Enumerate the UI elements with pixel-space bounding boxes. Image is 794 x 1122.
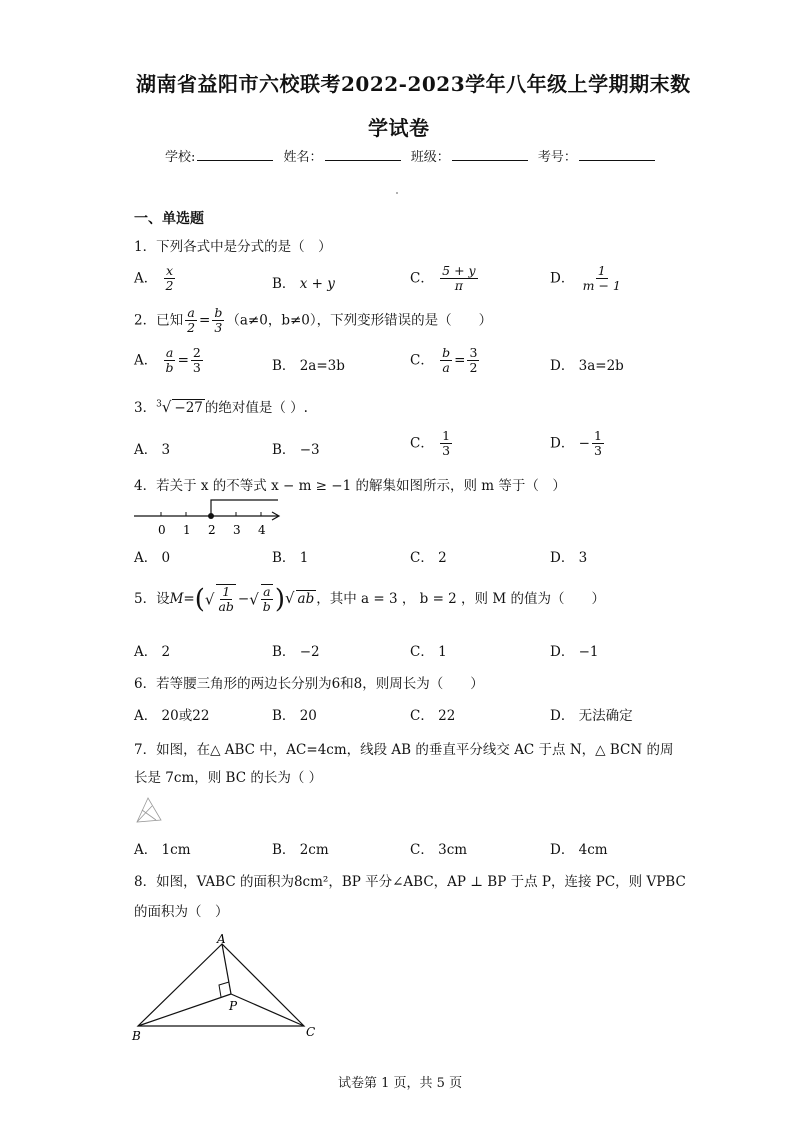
radicand: −27 — [174, 400, 203, 416]
class-label: 班级： — [410, 150, 450, 165]
fraction: $\frac{x}{2}$ — [165, 263, 174, 294]
question-8-stem-line1: 8．如图，VABC 的面积为8cm²，BP 平分∠ABC，AP ⊥ BP 于点 P，连接 PC，则 VPBC — [134, 874, 686, 890]
q5-option-c: C． 1 — [410, 644, 447, 660]
fraction: $\frac{a}{b}$ — [262, 584, 271, 615]
school-label: 学校: — [165, 150, 196, 165]
q4-option-b: B． 1 — [272, 550, 309, 566]
name-blank — [325, 147, 401, 161]
root-sign: √ — [284, 588, 295, 607]
option-text: x + y — [299, 276, 335, 292]
question-6-stem: 6．若等腰三角形的两边长分别为6和8，则周长为（ ） — [134, 676, 484, 692]
q3-option-d: D． − $\frac{1}{3}$ — [550, 428, 602, 459]
page-footer: 试卷第 1 页，共 5 页 — [338, 1076, 463, 1091]
label-a: A — [217, 932, 226, 946]
fraction: $\frac{5 + y}{\pi}$ — [442, 263, 476, 294]
student-info-row — [165, 146, 661, 165]
question-3-stem: 3．$^3$√ −27 的绝对值是（ ）. — [134, 398, 308, 416]
tick-label-2: 2 — [208, 523, 216, 537]
name-label: 姓名： — [283, 150, 323, 165]
q8-triangle-figure — [128, 930, 328, 1046]
q1-option-d — [550, 264, 625, 294]
fraction: $\frac{a}{b}$ — [165, 345, 174, 376]
exam-no-label: 考号： — [537, 150, 577, 165]
triangle-abc — [138, 944, 304, 1026]
q1-option-a — [134, 264, 178, 294]
question-4-stem: 4．若关于 x 的不等式 x − m ≥ −1 的解集如图所示，则 m 等于（ ） — [134, 478, 566, 494]
segment-bn — [137, 806, 152, 822]
q5-option-a: A． 2 — [134, 644, 171, 660]
q4-option-a: A． 0 — [134, 550, 171, 566]
label-b: B — [132, 1029, 141, 1043]
left-paren: ( — [194, 584, 205, 615]
q7-triangle-figure — [134, 796, 164, 826]
q3-option-b: B． −3 — [272, 442, 320, 458]
right-paren: ) — [274, 584, 285, 615]
q6-option-a: A． 20或22 — [134, 708, 210, 724]
label-c: C — [306, 1025, 316, 1039]
q3-option-c: C． $\frac{1}{3}$ — [410, 428, 451, 459]
q5-option-b: B． −2 — [272, 644, 320, 660]
segment-bp — [138, 994, 231, 1026]
number-line-figure — [134, 496, 284, 540]
tick-label-4: 4 — [258, 523, 266, 537]
fraction: $\frac{3}{2}$ — [469, 345, 478, 376]
fraction: $\frac{1}{ab}$ — [218, 584, 234, 615]
q5-option-d: D． −1 — [550, 644, 599, 660]
q7-option-a: A． 1cm — [134, 842, 191, 858]
question-7-stem-line2: 长是 7cm，则 BC 的长为（ ） — [134, 770, 323, 786]
q4-option-c: C． 2 — [410, 550, 447, 566]
q1-option-b — [272, 272, 335, 292]
tick-label-3: 3 — [233, 523, 241, 537]
option-label: A． — [134, 270, 158, 287]
exam-no-blank — [579, 147, 655, 161]
school-blank — [197, 147, 273, 161]
fraction: $\frac{a}{2}$ — [187, 305, 196, 336]
option-label: B． — [272, 276, 296, 292]
tick-label-1: 1 — [183, 523, 191, 537]
option-label: D． — [550, 270, 575, 287]
segment-pc — [231, 994, 304, 1026]
root-sign: √ — [204, 590, 215, 609]
root-index: 3 — [156, 399, 162, 410]
q7-option-b: B． 2cm — [272, 842, 329, 858]
fraction: $\frac{1}{3}$ — [593, 428, 602, 459]
q6-option-c: C． 22 — [410, 708, 456, 724]
question-5-stem: 5．设M=(√ $\frac{1}{ab}$ −√ $\frac{a}{b}$ )√ ab ，其中 a = 3 ， b = 2 ，则 M 的值为（ ） — [134, 584, 605, 615]
q7-option-d: D． 4cm — [550, 842, 608, 858]
fraction: $\frac{b}{3}$ — [214, 305, 223, 336]
tick-label-0: 0 — [158, 523, 166, 537]
class-blank — [452, 147, 528, 161]
exam-title-line1: 湖南省益阳市六校联考2022-2023学年八年级上学期期末数 — [136, 72, 691, 96]
question-7-stem-line1: 7．如图，在△ ABC 中，AC=4cm，线段 AB 的垂直平分线交 AC 于点 N，△ BCN 的周 — [134, 742, 674, 758]
q2-option-b: B． 2a=3b — [272, 358, 345, 374]
q1-option-c — [410, 264, 480, 294]
section-heading: 一、单选题 — [134, 211, 204, 227]
root-sign: √ — [249, 590, 259, 609]
fraction: $\frac{1}{m - 1}$ — [582, 263, 621, 294]
fraction: $\frac{1}{3}$ — [442, 428, 451, 459]
q2-option-c: C． $\frac{b}{a}$ = $\frac{3}{2}$ — [410, 345, 478, 376]
fraction: $\frac{b}{a}$ — [442, 345, 451, 376]
q2-option-a: A． $\frac{a}{b}$ = $\frac{2}{3}$ — [134, 345, 201, 376]
question-8-stem-line2: 的面积为（ ） — [134, 904, 229, 920]
radicand: ab — [297, 590, 315, 607]
q7-option-c: C． 3cm — [410, 842, 468, 858]
solution-ray — [211, 500, 278, 516]
q3-option-a: A． 3 — [134, 442, 171, 458]
question-2-stem: 2．已知 $\frac{a}{2}$ = $\frac{b}{3}$ （a≠0，b≠0），下列变形错误的是（ ） — [134, 305, 493, 336]
decorative-dot — [396, 192, 398, 194]
solid-point — [208, 513, 214, 519]
q6-option-b: B． 20 — [272, 708, 317, 724]
q6-option-d: D． 无法确定 — [550, 708, 633, 724]
q4-option-d: D． 3 — [550, 550, 588, 566]
option-label: C． — [410, 270, 434, 287]
question-1-stem: 1．下列各式中是分式的是（ ） — [134, 239, 332, 255]
label-p: P — [229, 999, 238, 1013]
fraction: $\frac{2}{3}$ — [192, 345, 201, 376]
q2-option-d: D． 3a=2b — [550, 358, 624, 374]
root-sign: √ — [161, 398, 172, 416]
exam-title-line2: 学试卷 — [368, 116, 430, 140]
